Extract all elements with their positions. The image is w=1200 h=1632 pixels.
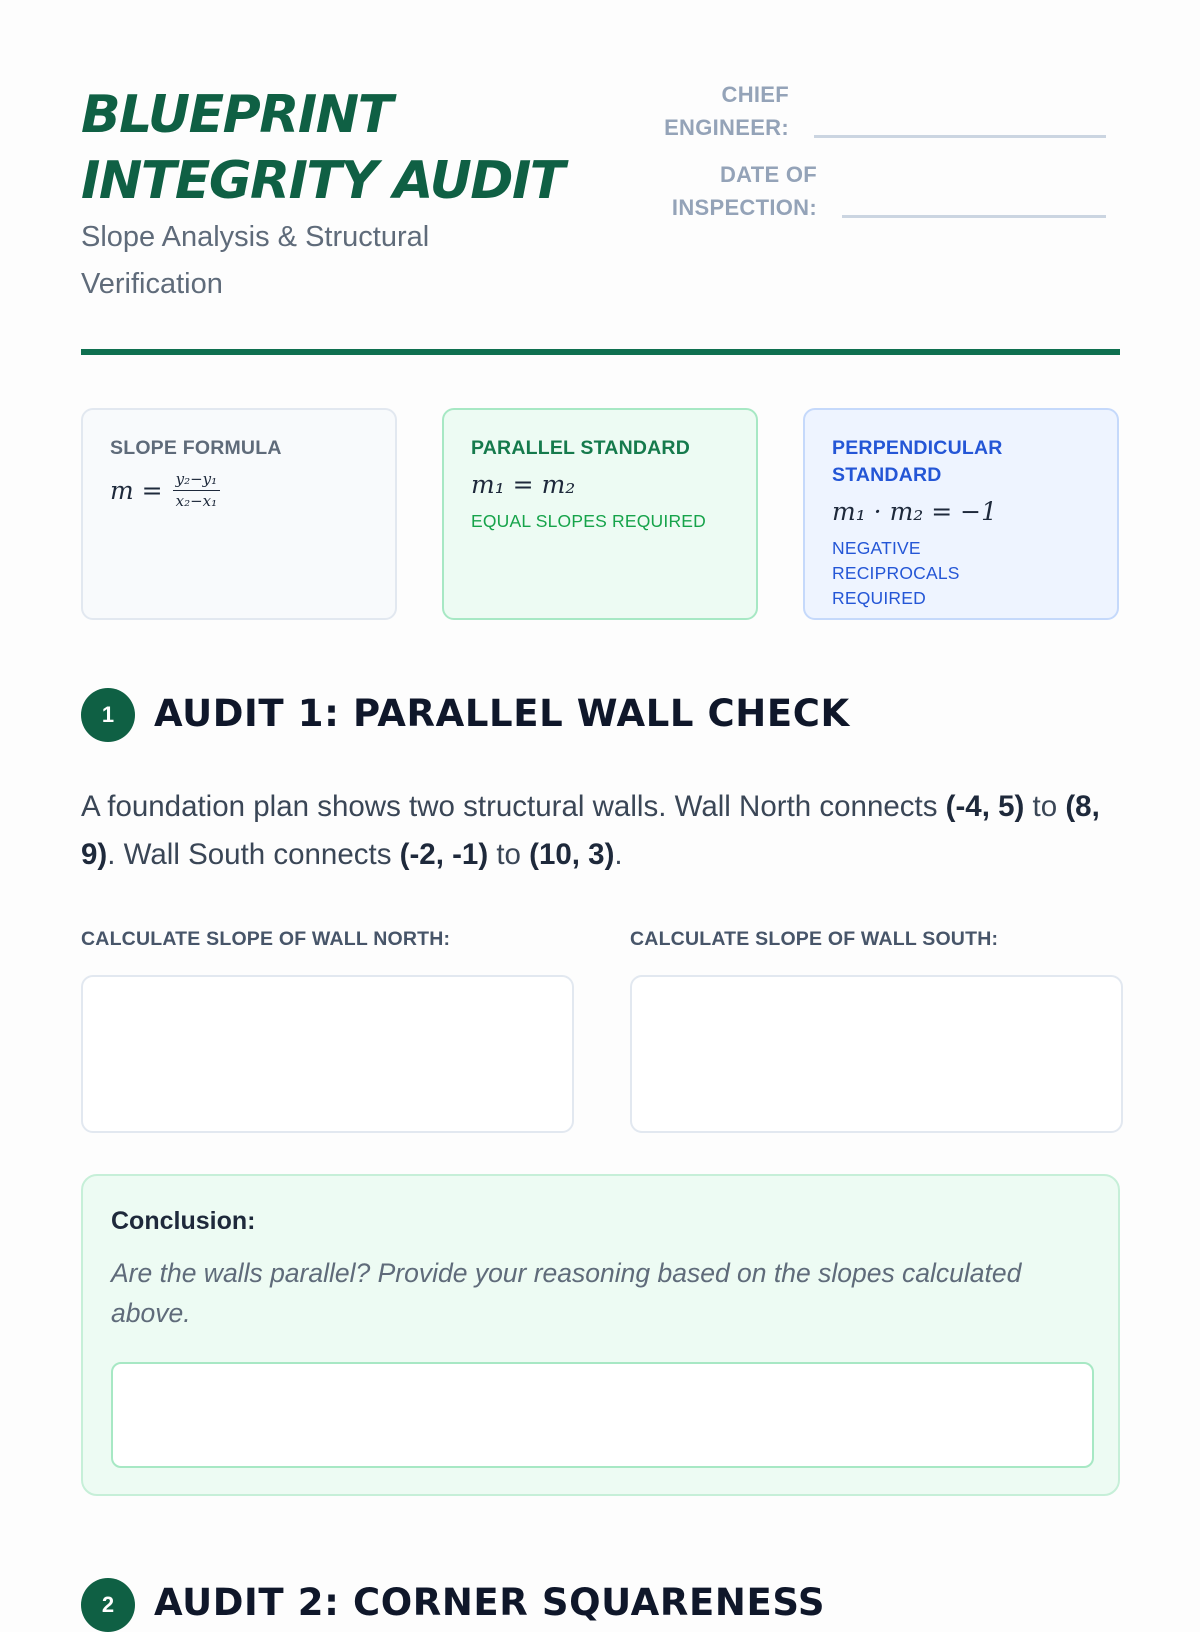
north-slope-label: CALCULATE SLOPE OF WALL NORTH: bbox=[81, 928, 451, 950]
perpendicular-standard-card bbox=[803, 408, 1119, 620]
title-line-1: BLUEPRINT bbox=[81, 85, 392, 145]
south-slope-label: CALCULATE SLOPE OF WALL SOUTH: bbox=[630, 928, 999, 950]
card-note: NEGATIVE RECIPROCALS REQUIRED bbox=[832, 538, 960, 608]
slope-formula bbox=[110, 470, 368, 511]
point-value: (-4, 5) bbox=[945, 790, 1025, 823]
point-value: (-2, -1) bbox=[399, 838, 489, 871]
formula-lhs: m = bbox=[110, 476, 163, 505]
problem-statement bbox=[81, 783, 1120, 879]
date-row bbox=[659, 158, 1106, 224]
south-slope-answer-box[interactable] bbox=[630, 975, 1123, 1133]
date-field[interactable] bbox=[842, 215, 1106, 218]
conclusion-panel bbox=[81, 1174, 1120, 1496]
conclusion-title: Conclusion: bbox=[111, 1207, 256, 1235]
chief-engineer-label: CHIEF ENGINEER: bbox=[664, 82, 789, 140]
point-value: (8, 9) bbox=[81, 790, 1100, 871]
formula-fraction bbox=[173, 470, 221, 511]
audit-number-badge: 2 bbox=[81, 1578, 135, 1632]
card-label: PARALLEL STANDARD bbox=[471, 437, 690, 459]
worksheet-page bbox=[81, 0, 1120, 1624]
header-divider bbox=[81, 349, 1120, 355]
page-title bbox=[81, 82, 641, 214]
card-note: EQUAL SLOPES REQUIRED bbox=[471, 511, 707, 531]
date-label: DATE OF INSPECTION: bbox=[671, 162, 817, 220]
problem-text: A foundation plan shows two structural walls. Wall North connects bbox=[81, 790, 946, 823]
problem-text: to bbox=[488, 838, 530, 871]
parallel-formula: m₁ = m₂ bbox=[471, 470, 576, 499]
conclusion-answer-box[interactable] bbox=[111, 1362, 1094, 1468]
north-slope-answer-box[interactable] bbox=[81, 975, 574, 1133]
formula-numerator: y₂−y₁ bbox=[173, 470, 221, 491]
chief-engineer-row bbox=[659, 78, 1106, 144]
conclusion-prompt: Are the walls parallel? Provide your reasoning based on the slopes calculated above. bbox=[111, 1258, 1022, 1328]
card-label: PERPENDICULAR STANDARD bbox=[832, 437, 1003, 486]
card-label: SLOPE FORMULA bbox=[110, 437, 282, 459]
audit-number-badge: 1 bbox=[81, 688, 135, 742]
chief-engineer-field[interactable] bbox=[814, 135, 1106, 138]
slope-formula-card bbox=[81, 408, 397, 620]
problem-text: . bbox=[614, 838, 623, 871]
page-subtitle: Slope Analysis & Structural Verification bbox=[81, 221, 430, 300]
audit-title: AUDIT 1: PARALLEL WALL CHECK bbox=[154, 692, 850, 735]
formula-denominator: x₂−x₁ bbox=[175, 492, 218, 510]
title-line-2: INTEGRITY AUDIT bbox=[81, 151, 564, 211]
problem-text: to bbox=[1024, 790, 1066, 823]
parallel-standard-card bbox=[442, 408, 758, 620]
audit-title: AUDIT 2: CORNER SQUARENESS bbox=[154, 1581, 826, 1624]
problem-text: . Wall South connects bbox=[107, 838, 400, 871]
point-value: (10, 3) bbox=[529, 838, 615, 871]
perpendicular-formula: m₁ · m₂ = −1 bbox=[832, 497, 997, 526]
